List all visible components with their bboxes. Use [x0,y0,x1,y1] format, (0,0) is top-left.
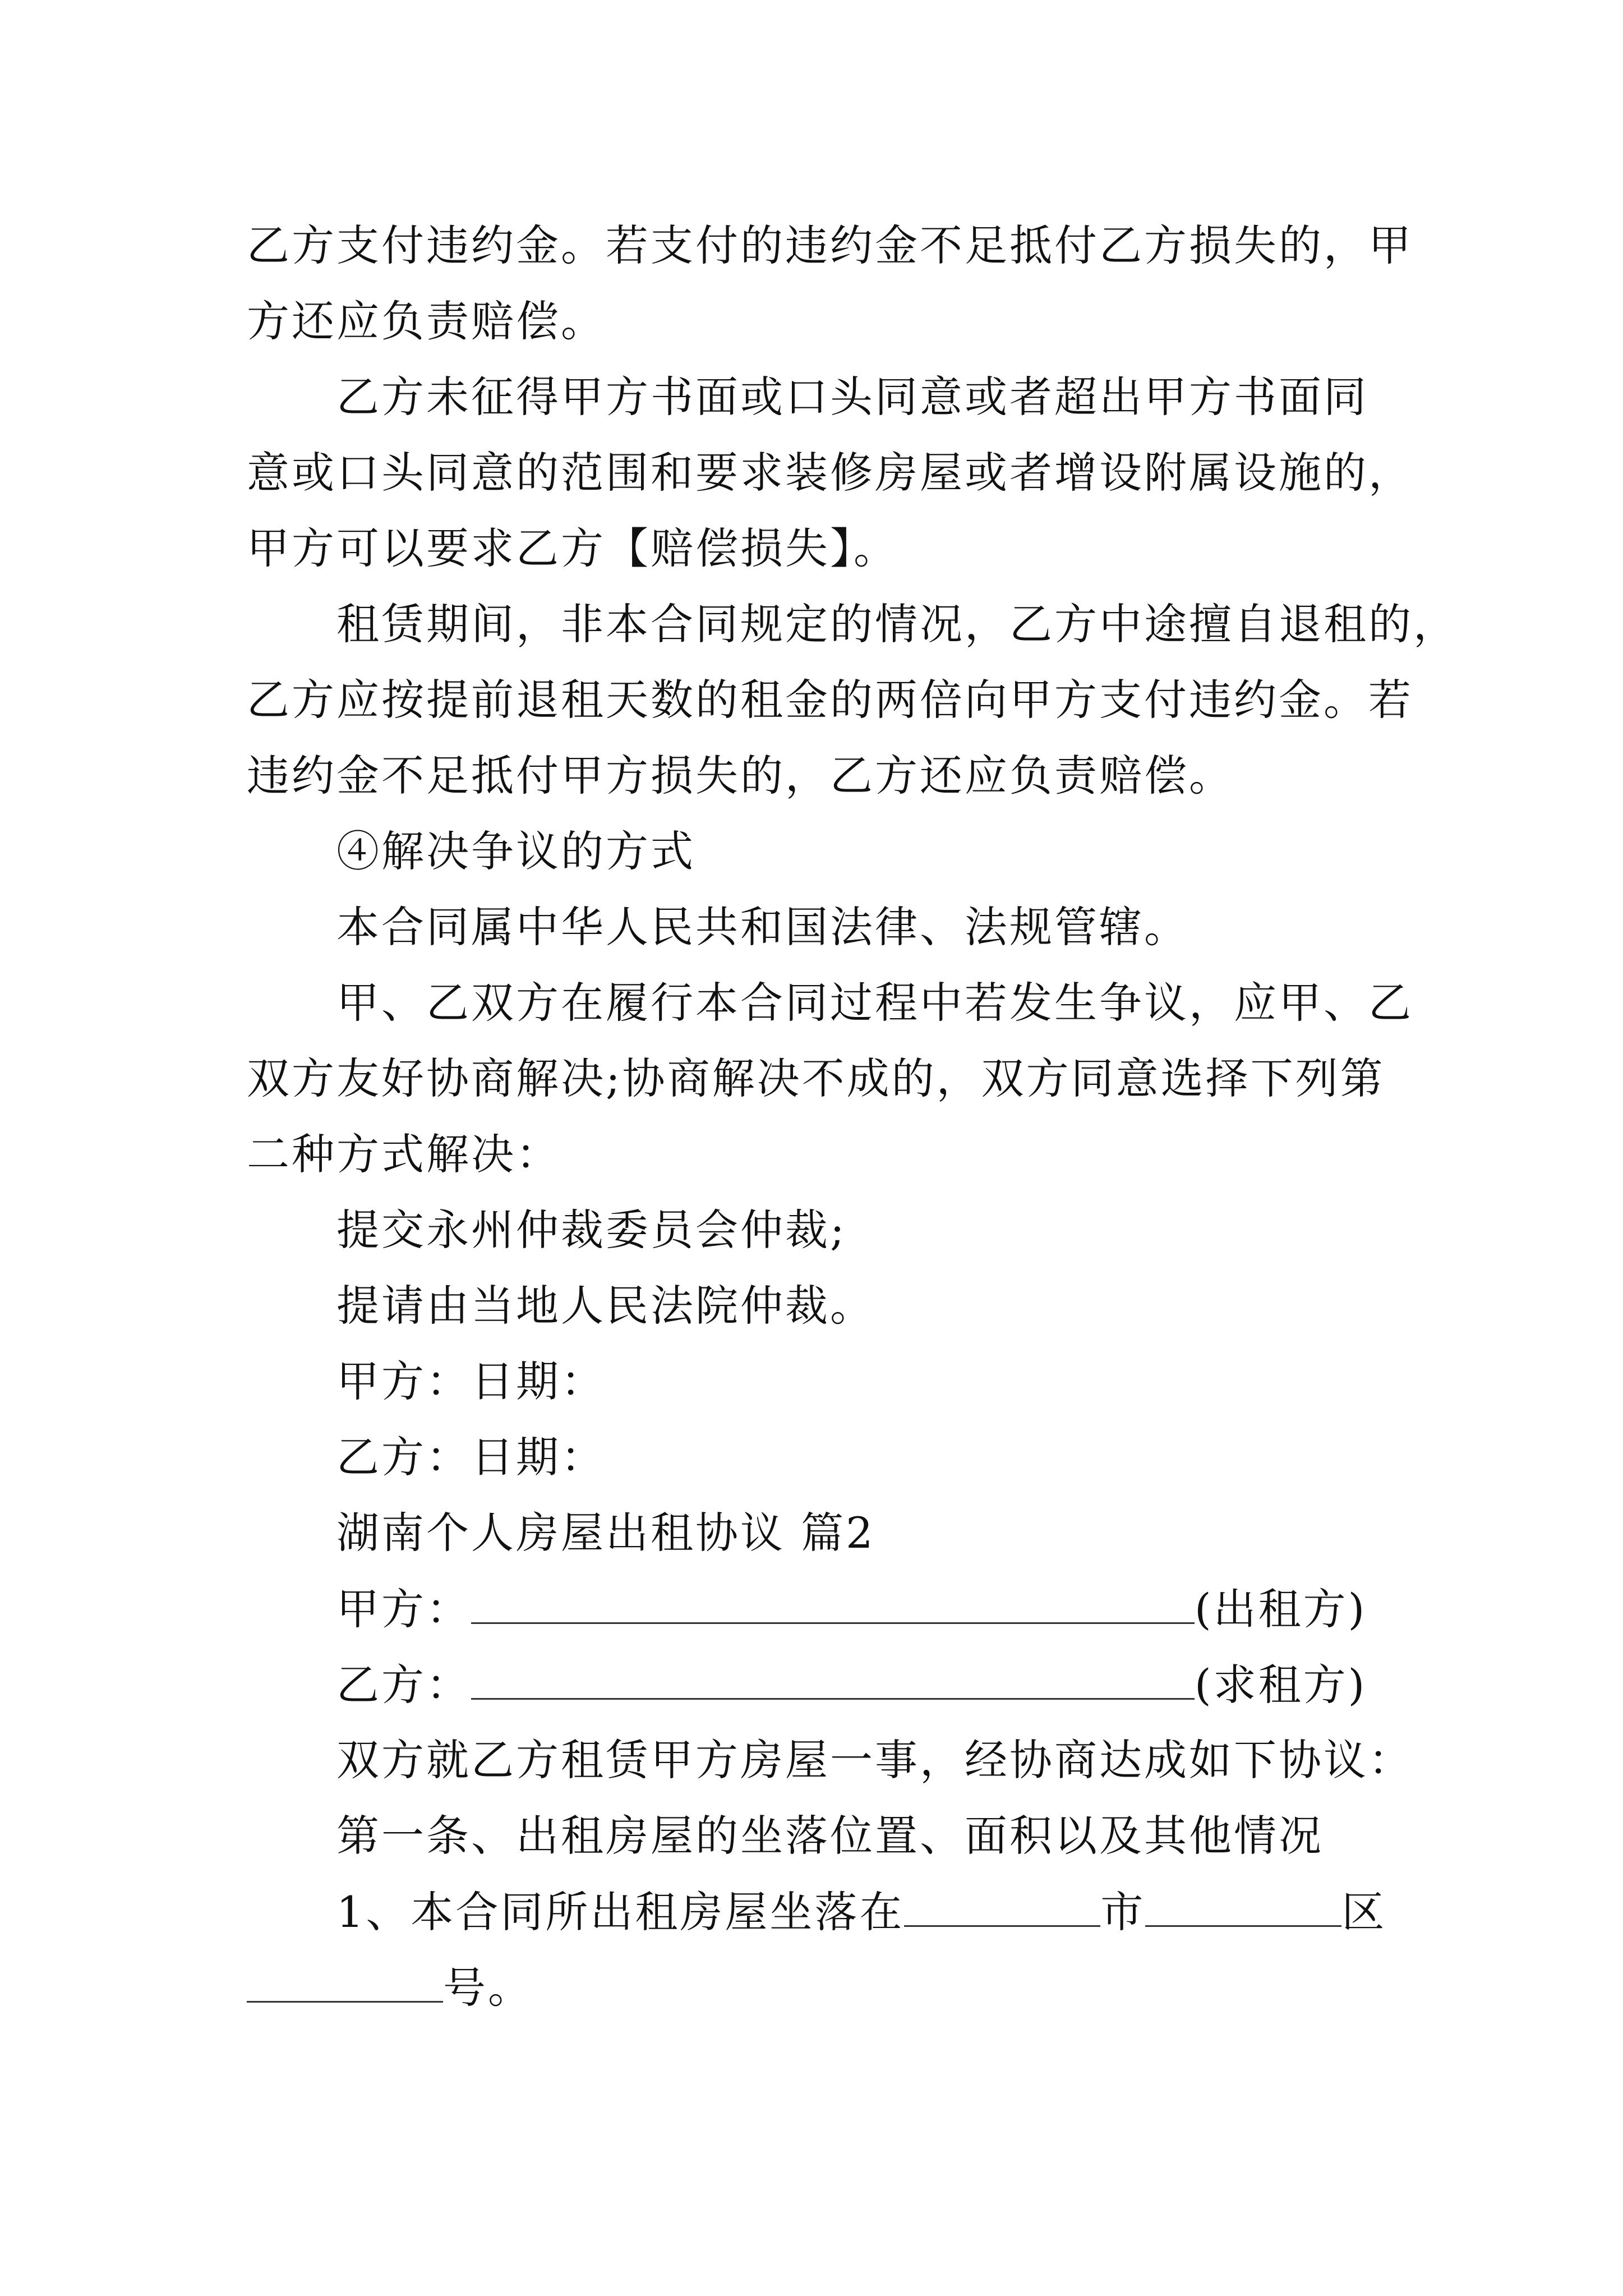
text-line: 双方友好协商解决;协商解决不成的，双方同意选择下列第 [247,1053,1385,1103]
number-label: 号。 [443,1963,533,2013]
party-b-label: 乙方： [336,1660,471,1710]
text-line: 意或口头同意的范围和要求装修房屋或者增设附属设施的， [247,448,1413,498]
text-line: 乙方未征得甲方书面或口头同意或者超出甲方书面同 [336,372,1368,422]
section-heading: ④解决争议的方式 [336,826,695,876]
text-line: 双方就乙方租赁甲方房屋一事，经协商达成如下协议： [336,1735,1413,1785]
district-label: 区 [1341,1887,1387,1937]
signature-line-party-b: 乙方：日期： [336,1432,606,1482]
city-blank [904,1884,1100,1927]
location-field [336,1884,1386,1940]
text-line: 方还应负责赔偿。 [247,296,606,346]
number-field [247,1959,533,2016]
party-a-field [336,1581,1367,1637]
party-a-blank [471,1581,1195,1624]
text-line: 提交永州仲裁委员会仲裁; [336,1205,847,1255]
number-blank [247,1959,443,2003]
agreement-title: 湖南个人房屋出租协议 篇2 [336,1508,875,1558]
city-label: 市 [1100,1887,1146,1937]
party-b-field [336,1657,1367,1713]
text-line: 本合同属中华人民共和国法律、法规管辖。 [336,902,1189,952]
district-blank [1145,1884,1341,1927]
signature-line-party-a: 甲方：日期： [336,1356,606,1406]
party-a-role: (出租方) [1195,1584,1367,1634]
location-label: 1、本合同所出租房屋坐落在 [336,1887,905,1937]
text-line: 乙方支付违约金。若支付的违约金不足抵付乙方损失的，甲 [247,220,1413,270]
party-b-role: (求租方) [1195,1660,1367,1710]
text-line: 甲方可以要求乙方【赔偿损失】。 [247,523,898,573]
text-line: 租赁期间，非本合同规定的情况，乙方中途擅自退租的， [336,599,1458,649]
text-line: 违约金不足抵付甲方损失的，乙方还应负责赔偿。 [247,751,1234,800]
party-b-blank [471,1657,1195,1700]
text-line: 乙方应按提前退租天数的租金的两倍向甲方支付违约金。若 [247,675,1413,725]
text-line: 提请由当地人民法院仲裁。 [336,1281,875,1331]
text-line: 甲、乙双方在履行本合同过程中若发生争议，应甲、乙 [336,978,1413,1028]
text-line: 二种方式解决： [247,1129,561,1179]
article-heading: 第一条、出租房屋的坐落位置、面积以及其他情况 [336,1811,1324,1861]
party-a-label: 甲方： [336,1584,471,1634]
